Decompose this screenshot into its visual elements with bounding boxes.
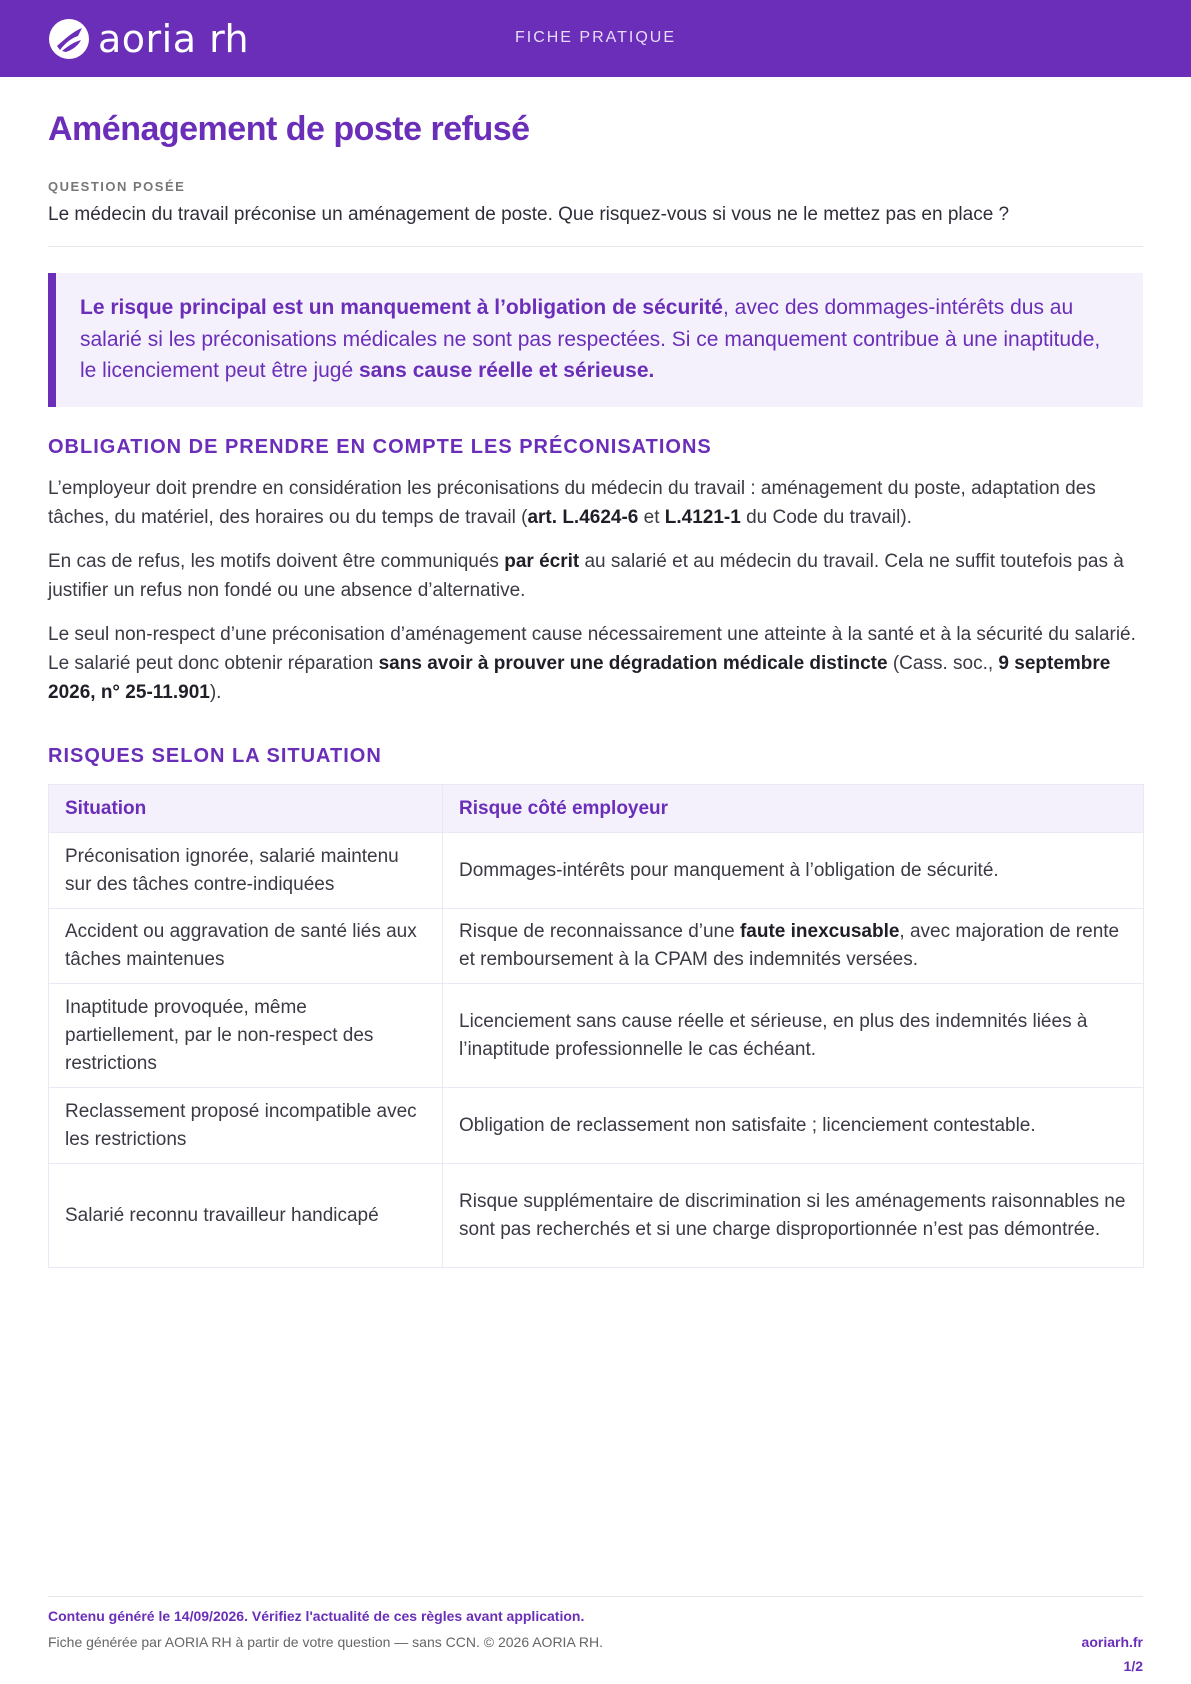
section-heading-obligation: OBLIGATION DE PRENDRE EN COMPTE LES PRÉCONISATIONS xyxy=(48,436,712,458)
section-heading-risques: RISQUES SELON LA SITUATION xyxy=(48,745,382,767)
callout-text: Le risque principal est un manquement à l’obligation de sécurité, avec des dommages-intérêts dus au salarié si les préconisations médicales ne sont pas respectées. Si ce manquement contribue à une inaptitude, le licenciement peut être jugé sans cause réelle et sérieuse. xyxy=(80,296,1101,382)
risks-table xyxy=(48,784,1144,1268)
footer-warning: Contenu généré le 14/09/2026. Vérifiez l'actualité de ces règles avant application. xyxy=(48,1608,585,1624)
cell-situation: Salarié reconnu travailleur handicapé xyxy=(49,1164,443,1268)
page-number: 1/2 xyxy=(1123,1658,1143,1674)
question-text: Le médecin du travail préconise un aménagement de poste. Que risquez-vous si vous ne le mettez pas en place ? xyxy=(48,204,1010,225)
table-header-row xyxy=(49,785,1144,833)
document-type-label: FICHE PRATIQUE xyxy=(514,29,677,46)
table-row xyxy=(49,984,1144,1088)
divider xyxy=(48,246,1143,247)
footer-site-link[interactable]: aoriarh.fr xyxy=(1081,1634,1143,1650)
column-header-situation: Situation xyxy=(49,785,443,833)
brand-name: aoria rh xyxy=(98,17,250,61)
header-bar xyxy=(0,0,1191,77)
cell-risque: Obligation de reclassement non satisfaite ; licenciement contestable. xyxy=(443,1088,1144,1164)
question-label: QUESTION POSÉE xyxy=(48,179,186,194)
cell-risque: Licenciement sans cause réelle et sérieuse, en plus des indemnités liées à l’inaptitude professionnelle le cas échéant. xyxy=(443,984,1144,1088)
footer-generated-by: Fiche générée par AORIA RH à partir de votre question — sans CCN. © 2026 AORIA RH. xyxy=(48,1634,604,1650)
footer-divider xyxy=(48,1596,1143,1597)
cell-situation: Accident ou aggravation de santé liés aux tâches maintenues xyxy=(49,909,443,984)
table-row xyxy=(49,1088,1144,1164)
cell-risque: Risque supplémentaire de discrimination si les aménagements raisonnables ne sont pas recherchés et si une charge disproportionnée n’est pas démontrée. xyxy=(443,1164,1144,1268)
cell-risque: Dommages-intérêts pour manquement à l’obligation de sécurité. xyxy=(443,833,1144,909)
key-answer-callout xyxy=(48,273,1143,407)
column-header-risque: Risque côté employeur xyxy=(443,785,1144,833)
paragraph-refus: En cas de refus, les motifs doivent être communiqués par écrit au salarié et au médecin du travail. Cela ne suffit toutefois pas à justifier un refus non fondé ou une absence d’alternative. xyxy=(48,551,1124,601)
cell-situation: Préconisation ignorée, salarié maintenu sur des tâches contre-indiquées xyxy=(49,833,443,909)
page-title: Aménagement de poste refusé xyxy=(48,110,530,148)
paragraph-obligation: L’employeur doit prendre en considération les préconisations du médecin du travail : aménagement du poste, adaptation des tâches, du matériel, des horaires ou du temps de travail (art. L.4624-6 et L.4121-1 du Code du travail). xyxy=(48,478,1096,528)
table-row xyxy=(49,909,1144,984)
cell-situation: Inaptitude provoquée, même partiellement, par le non-respect des restrictions xyxy=(49,984,443,1088)
table-row xyxy=(49,833,1144,909)
paragraph-jurisprudence: Le seul non-respect d’une préconisation d’aménagement cause nécessairement une atteinte à la santé et à la sécurité du salarié. Le salarié peut donc obtenir réparation sans avoir à prouver une dégradation médicale distincte (Cass. soc., 9 septembre 2026, n° 25-11.901). xyxy=(48,624,1136,703)
cell-risque: Risque de reconnaissance d’une faute inexcusable, avec majoration de rente et remboursement à la CPAM des indemnités versées. xyxy=(443,909,1144,984)
cell-situation: Reclassement proposé incompatible avec les restrictions xyxy=(49,1088,443,1164)
table-row xyxy=(49,1164,1144,1268)
